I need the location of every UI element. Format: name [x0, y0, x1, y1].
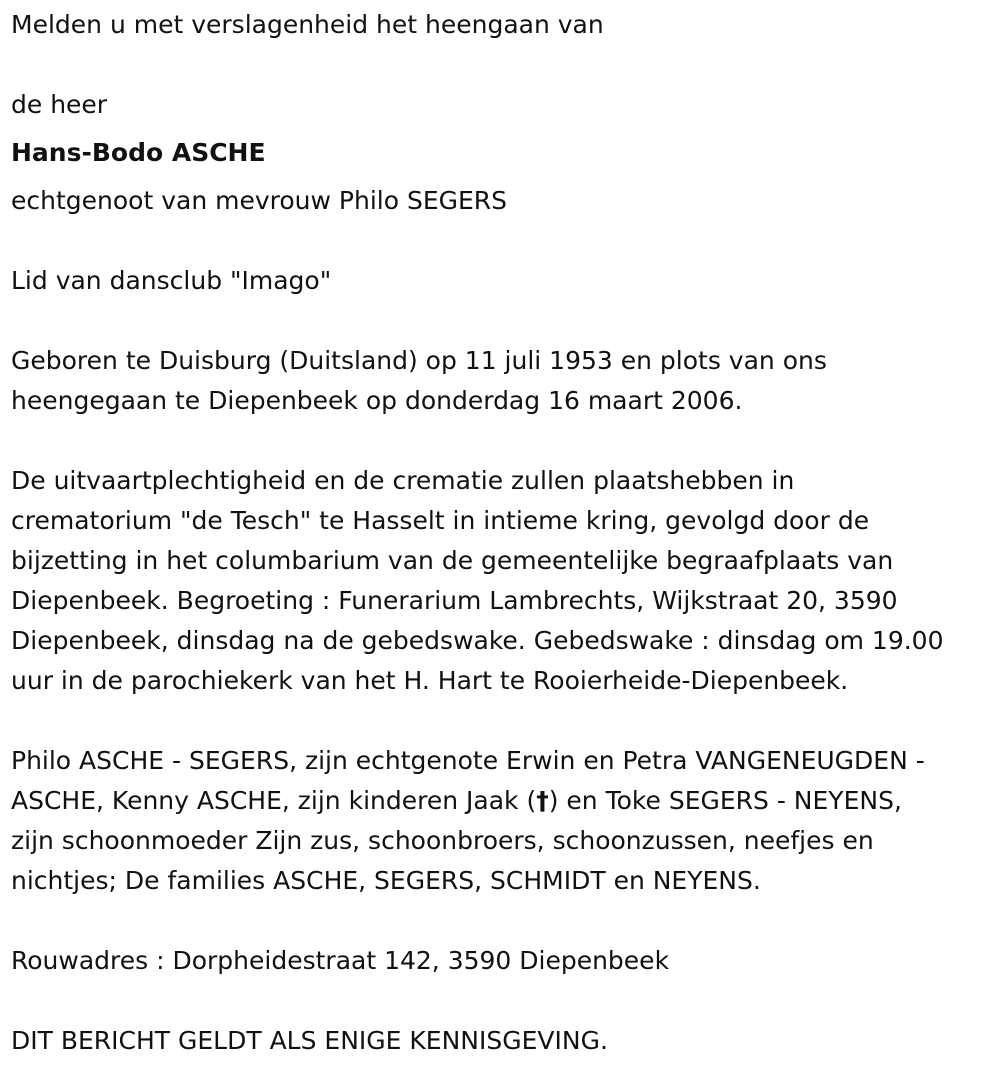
intro-text: Melden u met verslagenheid het heengaan van [11, 10, 604, 39]
birth-death-line-1: Geboren te Duisburg (Duitsland) op 11 juli 1953 en plots van ons [11, 346, 827, 375]
ceremony-line-5: Diepenbeek, dinsdag na de gebedswake. Gebedswake : dinsdag om 19.00 [11, 626, 944, 655]
membership-line: Lid van dansclub "Imago" [11, 266, 332, 295]
ceremony-line-6: uur in de parochiekerk van het H. Hart te Rooierheide-Diepenbeek. [11, 666, 849, 695]
salutation-text: de heer [11, 90, 108, 119]
closing-statement: DIT BERICHT GELDT ALS ENIGE KENNISGEVING. [11, 1026, 608, 1055]
family-line-1: Philo ASCHE - SEGERS, zijn echtgenote Erwin en Petra VANGENEUGDEN - [11, 746, 925, 775]
family-line-2-start: ASCHE, Kenny ASCHE, zijn kinderen Jaak ( [11, 786, 537, 815]
family-line-2 [11, 781, 902, 821]
family-line-3: zijn schoonmoeder Zijn zus, schoonbroers, schoonzussen, neefjes en [11, 826, 874, 855]
spouse-line: echtgenoot van mevrouw Philo SEGERS [11, 186, 508, 215]
ceremony-line-4: Diepenbeek. Begroeting : Funerarium Lambrechts, Wijkstraat 20, 3590 [11, 586, 898, 615]
birth-death-line-2: heengegaan te Diepenbeek op donderdag 16 maart 2006. [11, 386, 743, 415]
cross-icon: † [536, 786, 549, 815]
family-line-4: nichtjes; De families ASCHE, SEGERS, SCHMIDT en NEYENS. [11, 866, 761, 895]
family-line-2-end: ) en Toke SEGERS - NEYENS, [548, 786, 902, 815]
ceremony-line-3: bijzetting in het columbarium van de gemeentelijke begraafplaats van [11, 546, 894, 575]
deceased-name: Hans-Bodo ASCHE [11, 138, 266, 167]
mourning-address: Rouwadres : Dorpheidestraat 142, 3590 Diepenbeek [11, 946, 670, 975]
ceremony-line-2: crematorium "de Tesch" te Hasselt in intieme kring, gevolgd door de [11, 506, 870, 535]
ceremony-line-1: De uitvaartplechtigheid en de crematie zullen plaatshebben in [11, 466, 795, 495]
